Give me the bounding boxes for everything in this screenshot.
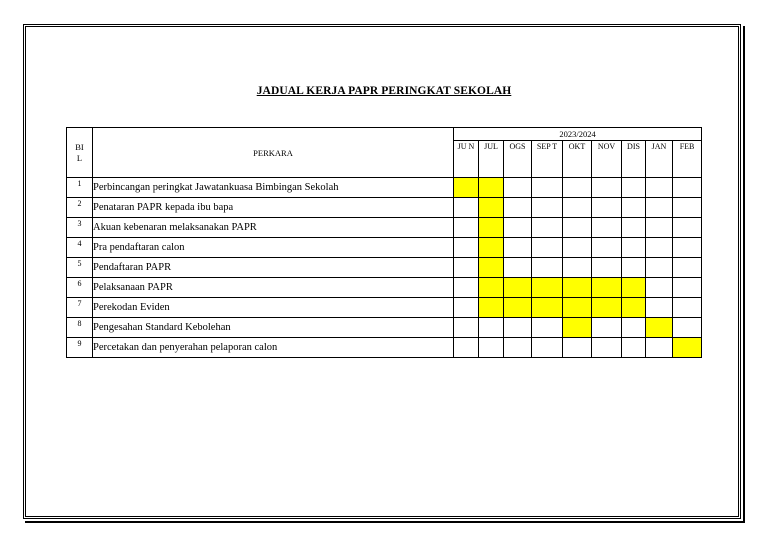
- schedule-cell-active: [532, 298, 563, 318]
- schedule-cell-empty: [532, 198, 563, 218]
- table-row: [67, 338, 702, 358]
- month-header: DIS: [622, 141, 646, 178]
- task-description: Penataran PAPR kepada ibu bapa: [93, 198, 454, 218]
- schedule-cell-empty: [563, 238, 592, 258]
- schedule-cell-empty: [563, 178, 592, 198]
- schedule-cell-empty: [673, 218, 702, 238]
- task-description: Pendaftaran PAPR: [93, 258, 454, 278]
- schedule-cell-empty: [454, 198, 479, 218]
- schedule-cell-empty: [646, 218, 673, 238]
- schedule-cell-active: [479, 298, 504, 318]
- schedule-cell-empty: [592, 318, 622, 338]
- table-row: [67, 178, 702, 198]
- schedule-cell-empty: [592, 338, 622, 358]
- schedule-cell-active: [622, 298, 646, 318]
- schedule-cell-empty: [454, 338, 479, 358]
- row-number: 9: [67, 338, 93, 358]
- schedule-cell-empty: [646, 178, 673, 198]
- schedule-cell-empty: [622, 178, 646, 198]
- schedule-cell-active: [479, 198, 504, 218]
- schedule-cell-empty: [592, 258, 622, 278]
- schedule-cell-empty: [673, 258, 702, 278]
- schedule-cell-empty: [646, 258, 673, 278]
- table-row: [67, 298, 702, 318]
- perkara-header: PERKARA: [93, 128, 454, 178]
- schedule-cell-empty: [479, 338, 504, 358]
- table-row: [67, 318, 702, 338]
- row-number: 1: [67, 178, 93, 198]
- task-rows: [67, 178, 702, 358]
- schedule-cell-empty: [532, 318, 563, 338]
- schedule-cell-empty: [504, 318, 532, 338]
- month-header: FEB: [673, 141, 702, 178]
- month-header: OGS: [504, 141, 532, 178]
- month-header: NOV: [592, 141, 622, 178]
- table-row: [67, 218, 702, 238]
- schedule-cell-empty: [532, 238, 563, 258]
- schedule-cell-empty: [673, 178, 702, 198]
- schedule-cell-active: [479, 178, 504, 198]
- schedule-cell-empty: [454, 218, 479, 238]
- schedule-cell-empty: [479, 318, 504, 338]
- schedule-cell-active: [563, 298, 592, 318]
- schedule-cell-empty: [532, 338, 563, 358]
- schedule-cell-empty: [454, 238, 479, 258]
- schedule-cell-empty: [646, 338, 673, 358]
- schedule-cell-empty: [454, 318, 479, 338]
- schedule-cell-empty: [646, 238, 673, 258]
- schedule-cell-empty: [532, 218, 563, 238]
- month-header: OKT: [563, 141, 592, 178]
- schedule-cell-empty: [592, 218, 622, 238]
- schedule-cell-empty: [622, 258, 646, 278]
- row-number: 5: [67, 258, 93, 278]
- bil-header: [67, 128, 93, 178]
- schedule-cell-active: [563, 278, 592, 298]
- schedule-cell-empty: [532, 178, 563, 198]
- schedule-table: [66, 127, 702, 358]
- table-row: [67, 278, 702, 298]
- schedule-cell-empty: [504, 218, 532, 238]
- row-number: 4: [67, 238, 93, 258]
- month-header: SEP T: [532, 141, 563, 178]
- task-description: Pra pendaftaran calon: [93, 238, 454, 258]
- schedule-cell-empty: [673, 198, 702, 218]
- schedule-cell-empty: [622, 238, 646, 258]
- schedule-cell-empty: [673, 238, 702, 258]
- schedule-cell-empty: [673, 278, 702, 298]
- schedule-cell-active: [504, 298, 532, 318]
- schedule-cell-empty: [563, 338, 592, 358]
- schedule-cell-active: [592, 278, 622, 298]
- task-description: Perbincangan peringkat Jawatankuasa Bimbingan Sekolah: [93, 178, 454, 198]
- schedule-cell-empty: [646, 198, 673, 218]
- year-header: 2023/2024: [454, 128, 702, 141]
- schedule-cell-active: [454, 178, 479, 198]
- month-header: JU N: [454, 141, 479, 178]
- schedule-cell-empty: [622, 198, 646, 218]
- schedule-cell-empty: [592, 198, 622, 218]
- schedule-cell-active: [479, 278, 504, 298]
- table-row: [67, 198, 702, 218]
- schedule-cell-empty: [504, 238, 532, 258]
- schedule-cell-empty: [646, 278, 673, 298]
- row-number: 8: [67, 318, 93, 338]
- schedule-cell-empty: [622, 218, 646, 238]
- schedule-cell-empty: [563, 258, 592, 278]
- bil-header-line1: BI: [75, 141, 84, 152]
- schedule-cell-empty: [622, 318, 646, 338]
- row-number: 2: [67, 198, 93, 218]
- schedule-cell-empty: [563, 198, 592, 218]
- schedule-cell-empty: [673, 318, 702, 338]
- task-description: Akuan kebenaran melaksanakan PAPR: [93, 218, 454, 238]
- month-header: JAN: [646, 141, 673, 178]
- row-number: 7: [67, 298, 93, 318]
- schedule-cell-empty: [504, 338, 532, 358]
- schedule-cell-active: [532, 278, 563, 298]
- schedule-cell-active: [479, 258, 504, 278]
- schedule-cell-active: [673, 338, 702, 358]
- schedule-cell-empty: [454, 298, 479, 318]
- month-header: JUL: [479, 141, 504, 178]
- document-title: JADUAL KERJA PAPR PERINGKAT SEKOLAH: [256, 85, 512, 97]
- row-number: 6: [67, 278, 93, 298]
- schedule-cell-active: [592, 298, 622, 318]
- task-description: Perekodan Eviden: [93, 298, 454, 318]
- schedule-cell-empty: [673, 298, 702, 318]
- schedule-cell-empty: [646, 298, 673, 318]
- schedule-cell-empty: [563, 218, 592, 238]
- schedule-cell-empty: [454, 278, 479, 298]
- task-description: Percetakan dan penyerahan pelaporan calon: [93, 338, 454, 358]
- schedule-cell-empty: [504, 178, 532, 198]
- bil-header-line2: L: [76, 152, 83, 163]
- table-row: [67, 238, 702, 258]
- row-number: 3: [67, 218, 93, 238]
- task-description: Pengesahan Standard Kebolehan: [93, 318, 454, 338]
- schedule-cell-active: [504, 278, 532, 298]
- schedule-cell-empty: [532, 258, 563, 278]
- schedule-cell-empty: [504, 258, 532, 278]
- table-row: [67, 258, 702, 278]
- schedule-cell-active: [646, 318, 673, 338]
- schedule-cell-active: [622, 278, 646, 298]
- schedule-cell-empty: [592, 178, 622, 198]
- schedule-cell-empty: [454, 258, 479, 278]
- schedule-cell-empty: [504, 198, 532, 218]
- schedule-cell-active: [563, 318, 592, 338]
- schedule-cell-empty: [622, 338, 646, 358]
- schedule-cell-empty: [592, 238, 622, 258]
- schedule-cell-active: [479, 238, 504, 258]
- schedule-cell-active: [479, 218, 504, 238]
- task-description: Pelaksanaan PAPR: [93, 278, 454, 298]
